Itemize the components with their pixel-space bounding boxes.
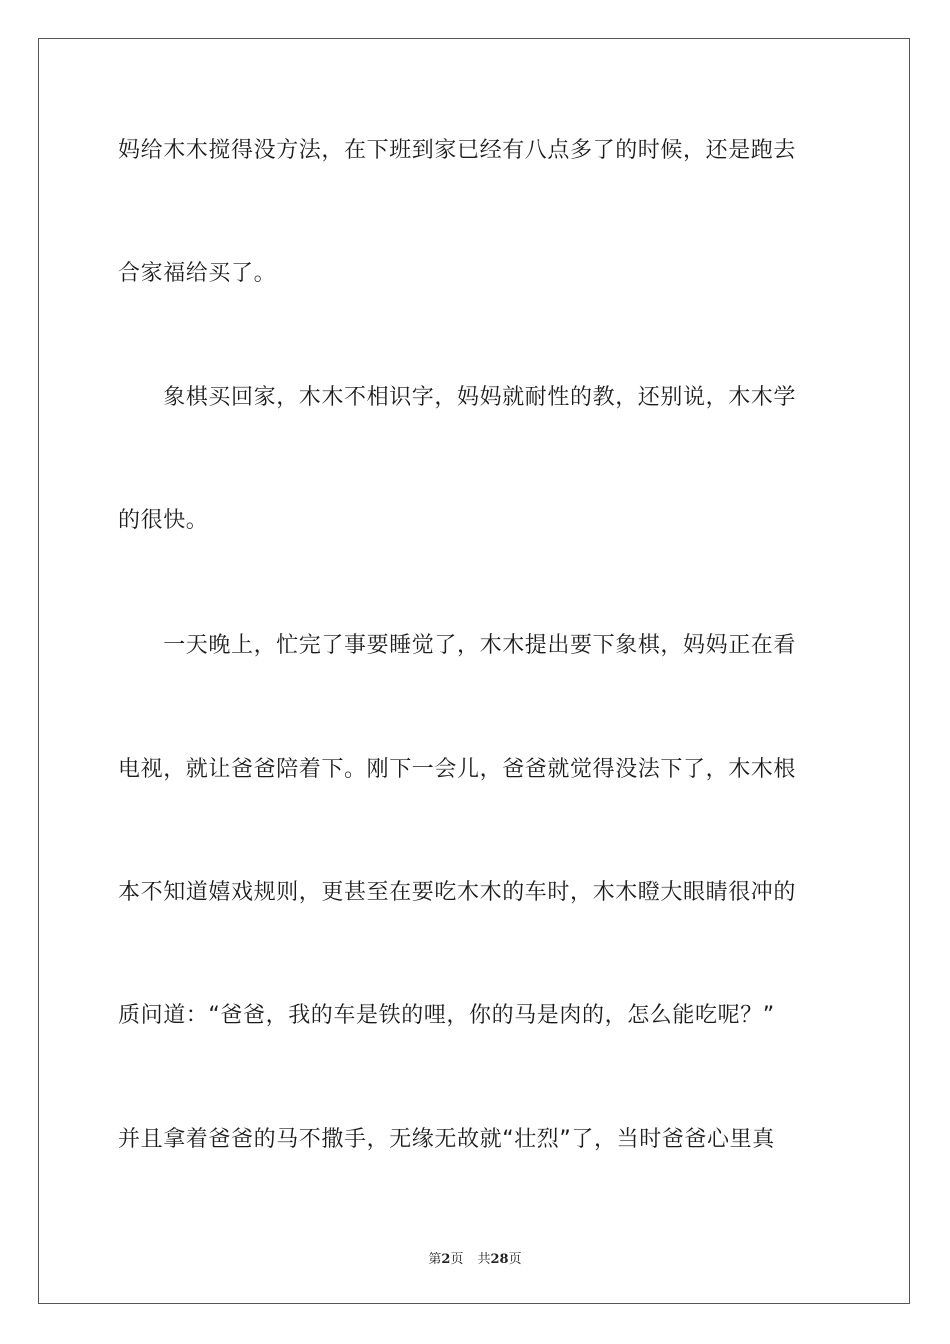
page-footer xyxy=(0,1248,950,1267)
text-line-5: 一天晚上，忙完了事要睡觉了，木木提出要下象棋，妈妈正在看 xyxy=(118,633,797,658)
total-pages: 28 xyxy=(490,1252,509,1267)
text-line-1: 妈给木木搅得没方法，在下班到家已经有八点多了的时候，还是跑去 xyxy=(118,138,797,163)
page-suffix: 页 xyxy=(450,1252,464,1267)
text-line-3: 象棋买回家，木木不相识字，妈妈就耐性的教，还别说，木木学 xyxy=(118,385,797,410)
page-border xyxy=(38,38,910,1304)
page-prefix: 第 xyxy=(428,1252,442,1267)
text-line-9: 并且拿着爸爸的马不撒手，无缘无故就“壮烈”了，当时爸爸心里真 xyxy=(118,1127,775,1152)
text-line-4: 的很快。 xyxy=(118,508,209,533)
text-line-8: 质问道：“爸爸，我的车是铁的哩，你的马是肉的，怎么能吃呢？” xyxy=(118,1003,775,1028)
text-line-2: 合家福给买了。 xyxy=(118,261,277,286)
text-line-7: 本不知道嬉戏规则，更甚至在要吃木木的车时，木木瞪大眼睛很冲的 xyxy=(118,880,797,905)
text-line-6: 电视，就让爸爸陪着下。刚下一会儿，爸爸就觉得没法下了，木木根 xyxy=(118,757,797,782)
total-suffix: 页 xyxy=(508,1252,522,1267)
page-number: 2 xyxy=(441,1252,451,1267)
total-prefix: 共 xyxy=(477,1252,491,1267)
